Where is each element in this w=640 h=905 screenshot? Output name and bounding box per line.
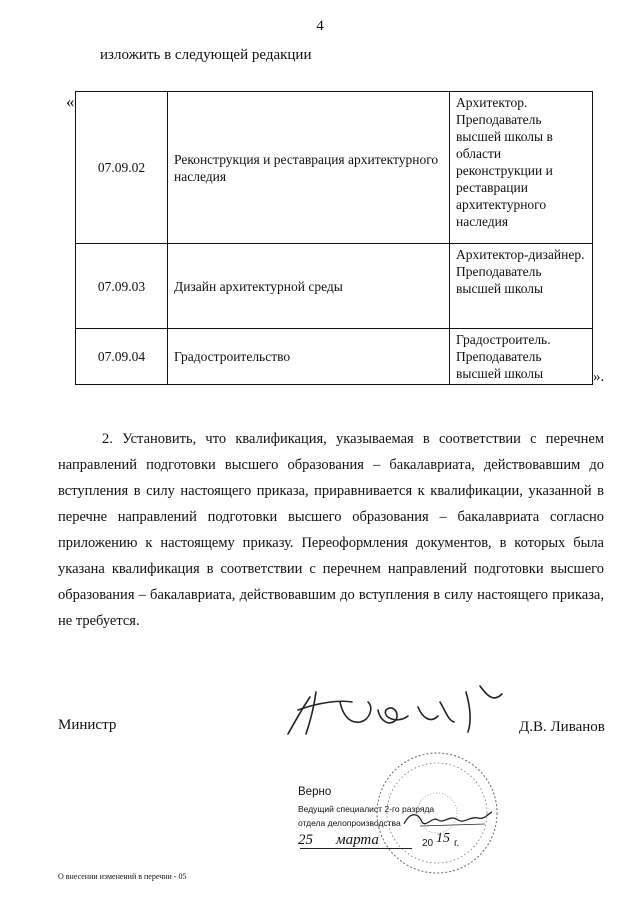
certification-date-year-suffix: 15 [436,831,450,846]
opening-quote: « [66,92,75,111]
direction-qualification: Архитектор. Преподаватель высшей школы в области реконструкции и реставрации архитектурного наследия [450,92,593,244]
direction-name: Реконструкция и реставрация архитектурного наследия [168,92,450,244]
certifier-signature [400,808,495,830]
minister-name: Д.В. Ливанов [519,719,605,735]
table-row [76,329,593,385]
certification-date-year-unit: г. [454,838,460,849]
direction-code: 07.09.03 [76,244,168,329]
page-number: 4 [316,18,324,34]
direction-code: 07.09.02 [76,92,168,244]
closing-quote: ». [593,369,605,385]
direction-qualification: Градостроитель. Преподаватель высшей школы [450,329,593,385]
paragraph-2: 2. Установить, что квалификация, указываемая в соответствии с перечнем направлений подготовки высшего образования – бакалавриата, действовавшим до вступления в силу настоящего приказа, приравнивается к квалификации, указанной в перечне направлений подготовки высшего образования – бакалавриата согласно приложению к настоящему приказу. Переоформления документов, в которых была указана квалификация в соответствии с перечнем направлений подготовки высшего образования – бакалавриата, действовавшим до вступления в силу настоящего приказа, не требуется. [58,431,604,629]
direction-code: 07.09.04 [76,329,168,385]
footer-note: О внесении изменений в перечни - 05 [58,872,187,881]
certification-label: Верно [298,786,332,798]
certification-date-year-prefix: 20 [422,838,434,849]
minister-title: Министр [58,717,117,733]
certification-date-day: 25 [298,832,313,848]
handwritten-signature [270,672,520,742]
table-row [76,244,593,329]
table-row [76,92,593,244]
direction-qualification: Архитектор-дизайнер. Преподаватель высшей школы [450,244,593,329]
direction-name: Градостроительство [168,329,450,385]
certification-date-month: марта [336,832,379,848]
intro-text: изложить в следующей редакции [100,47,312,63]
certifier-position-line2: отдела делопроизводства [298,818,401,828]
certifier-position-line1: Ведущий специалист 2-го разряда [298,804,435,814]
directions-table [75,91,593,385]
date-underline [300,848,412,849]
direction-name: Дизайн архитектурной среды [168,244,450,329]
